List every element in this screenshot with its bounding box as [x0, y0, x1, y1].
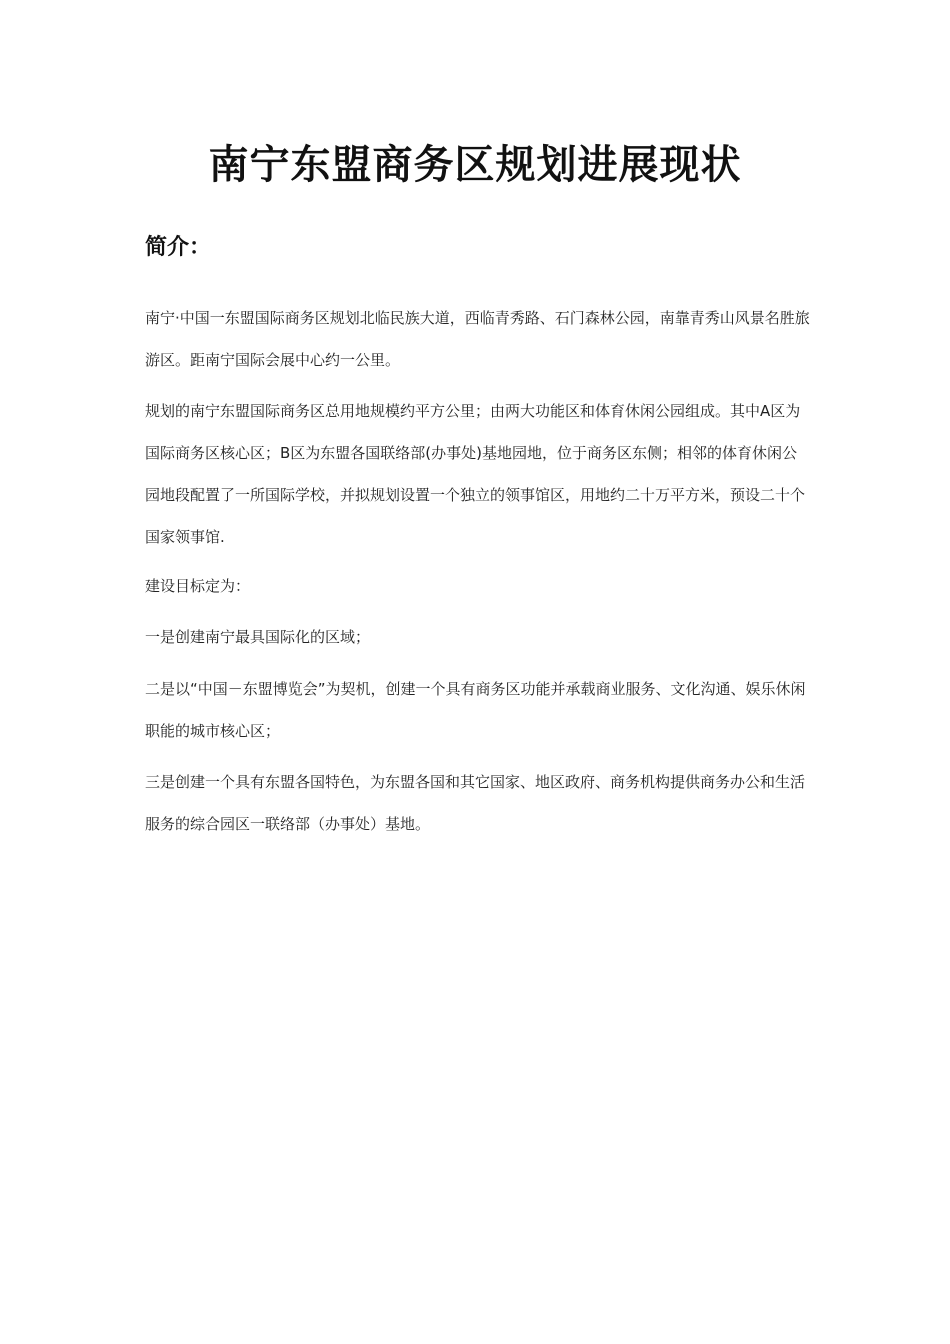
paragraph-goal-three: 三是创建一个具有东盟各国特色，为东盟各国和其它国家、地区政府、商务机构提供商务办公和生活服务的综合园区一联络部（办事处）基地。 [145, 773, 806, 833]
paragraph-planning: 规划的南宁东盟国际商务区总用地规模约平方公里；由两大功能区和体育休闲公园组成。其中A区为国际商务区核心区；B区为东盟各国联络部(办事处)基地园地，位于商务区东侧；相邻的体育休闲公园地段配置了一所国际学校，并拟规划设置一个独立的领事馆区，用地约二十万平方米，预设二十个国家领事馆. [145, 402, 806, 546]
paragraph-goals-intro: 建设目标定为： [145, 577, 251, 595]
paragraph-location: 南宁·中国一东盟国际商务区规划北临民族大道，西临青秀路、石门森林公园，南靠青秀山风景名胜旅游区。距南宁国际会展中心约一公里。 [145, 309, 810, 369]
paragraph-goal-two: 二是以“中国－东盟博览会”为契机，创建一个具有商务区功能并承载商业服务、文化沟通、娱乐休闲职能的城市核心区； [145, 680, 806, 740]
document-title: 南宁东盟商务区规划进展现状 [208, 142, 742, 188]
section-heading: 简介： [145, 235, 212, 260]
paragraph-goal-one: 一是创建南宁最具国际化的区域； [145, 628, 371, 646]
